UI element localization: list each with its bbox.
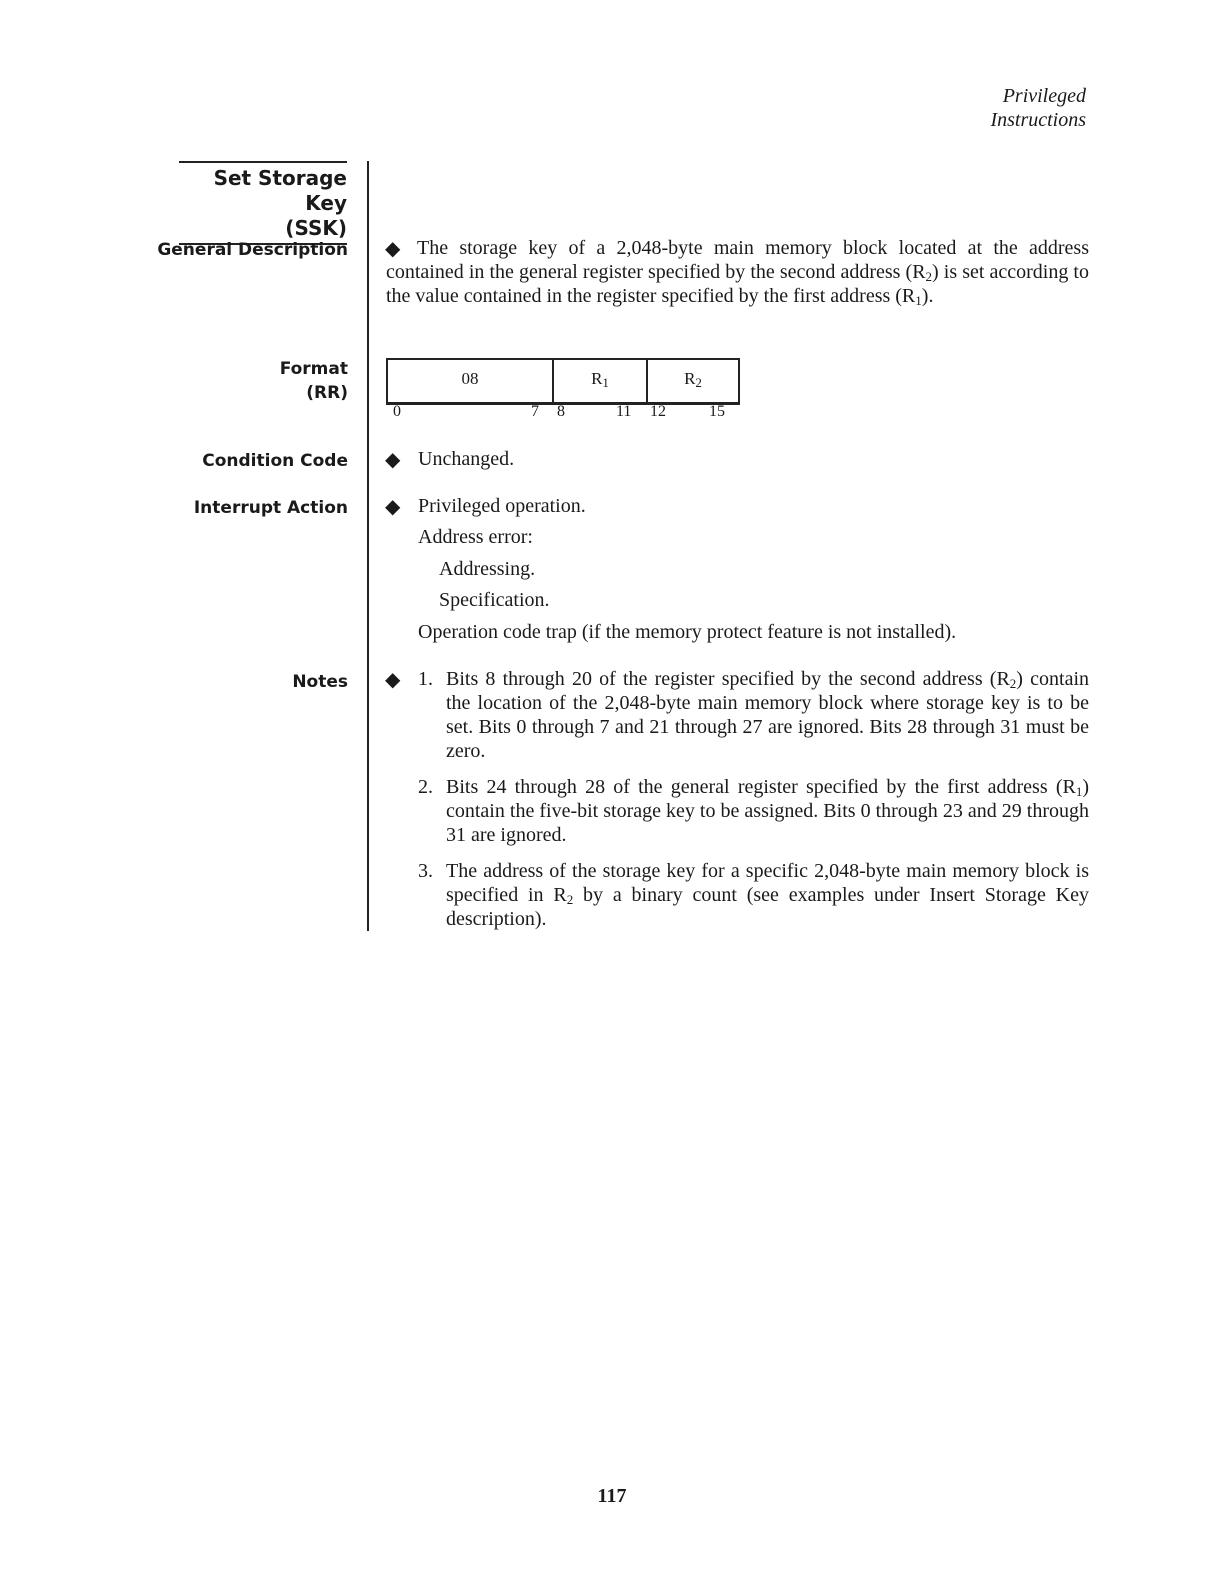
section-title-line1: Set Storage Key <box>213 166 347 215</box>
desc-part2: ) is set according to the value contained in the register specified by the first address (R <box>386 261 1089 307</box>
note-text-b: ) contain the location of the 2,048-byte main memory block where storage key is to be set. Bits 0 through 7 and 21 through 27 are ignored. Bits 28 through 31 must be zero. <box>446 668 1090 762</box>
format-field-r2 <box>648 360 738 402</box>
note-number: 1. <box>418 668 433 690</box>
running-head-line1: Privileged <box>1002 85 1086 107</box>
note-number: 3. <box>418 860 433 882</box>
bullet-diamond-icon: ◆ <box>385 447 401 471</box>
label-format-line2: (RR) <box>306 383 348 403</box>
note-text-a: The address of the storage key for a specific 2,048-byte main memory block is specified in R <box>446 860 1089 906</box>
note-number: 2. <box>418 776 433 798</box>
format-field-opcode <box>388 360 552 402</box>
interrupt-line-2: Address error: <box>418 526 533 548</box>
note-text <box>446 775 1089 847</box>
note-text-b: by a binary count (see examples under Insert Storage Key description). <box>446 884 1089 930</box>
interrupt-line-3: Addressing. <box>439 558 536 580</box>
running-head-line2: Instructions <box>990 109 1086 131</box>
desc-sub2: 1 <box>915 293 922 308</box>
bit-number: 11 <box>616 403 632 420</box>
condition-code-text: Unchanged. <box>418 448 515 470</box>
note-text <box>446 859 1089 931</box>
bit-number: 7 <box>531 403 539 420</box>
interrupt-line-5: Operation code trap (if the memory protect feature is not installed). <box>418 621 957 643</box>
bullet-diamond-icon: ◆ <box>385 494 401 518</box>
label-notes: Notes <box>292 672 348 692</box>
note-text-b: ) contain the five-bit storage key to be assigned. Bits 0 through 23 and 29 through 31 are ignored. <box>446 776 1089 846</box>
section-title <box>179 161 347 245</box>
bit-number: 8 <box>557 403 565 420</box>
column-divider <box>367 161 369 931</box>
desc-part1: The storage key of a 2,048-byte main memory block located at the address contained in the general register specified by the second address (R <box>386 237 1089 283</box>
bullet-diamond-icon: ◆ <box>385 236 401 260</box>
label-general-description: General Description <box>157 240 348 260</box>
instruction-format-box <box>386 358 740 405</box>
bullet-diamond-icon: ◆ <box>385 667 401 691</box>
desc-sub1: 2 <box>925 269 933 284</box>
bit-number: 15 <box>709 403 725 420</box>
note-text <box>446 667 1089 763</box>
interrupt-line-4: Specification. <box>439 589 550 611</box>
bit-number: 12 <box>650 403 666 420</box>
interrupt-line-1: Privileged operation. <box>418 495 586 517</box>
page-number: 117 <box>597 1485 627 1507</box>
note-text-sub: 2 <box>1009 676 1017 691</box>
note-text-sub: 2 <box>566 892 574 907</box>
label-format <box>280 357 348 405</box>
general-description-text <box>386 236 1089 308</box>
format-field-r2-sub: 2 <box>695 375 702 390</box>
note-text-sub: 1 <box>1075 784 1083 799</box>
format-field-r1 <box>554 360 646 402</box>
format-field-opcode-text: 08 <box>461 369 479 388</box>
desc-part3: ). <box>921 285 934 307</box>
running-head <box>990 84 1086 132</box>
label-condition-code: Condition Code <box>202 451 348 471</box>
format-field-r1-text: R <box>591 369 603 388</box>
note-text-a: Bits 24 through 28 of the general register specified by the first address (R <box>446 776 1076 798</box>
format-field-r1-sub: 1 <box>602 375 609 390</box>
note-text-a: Bits 8 through 20 of the register specified by the second address (R <box>446 668 1010 690</box>
label-format-line1: Format <box>279 359 348 379</box>
bit-number: 0 <box>393 403 401 420</box>
label-interrupt-action: Interrupt Action <box>193 498 348 518</box>
format-field-r2-text: R <box>684 369 696 388</box>
section-title-line2: (SSK) <box>285 216 347 240</box>
